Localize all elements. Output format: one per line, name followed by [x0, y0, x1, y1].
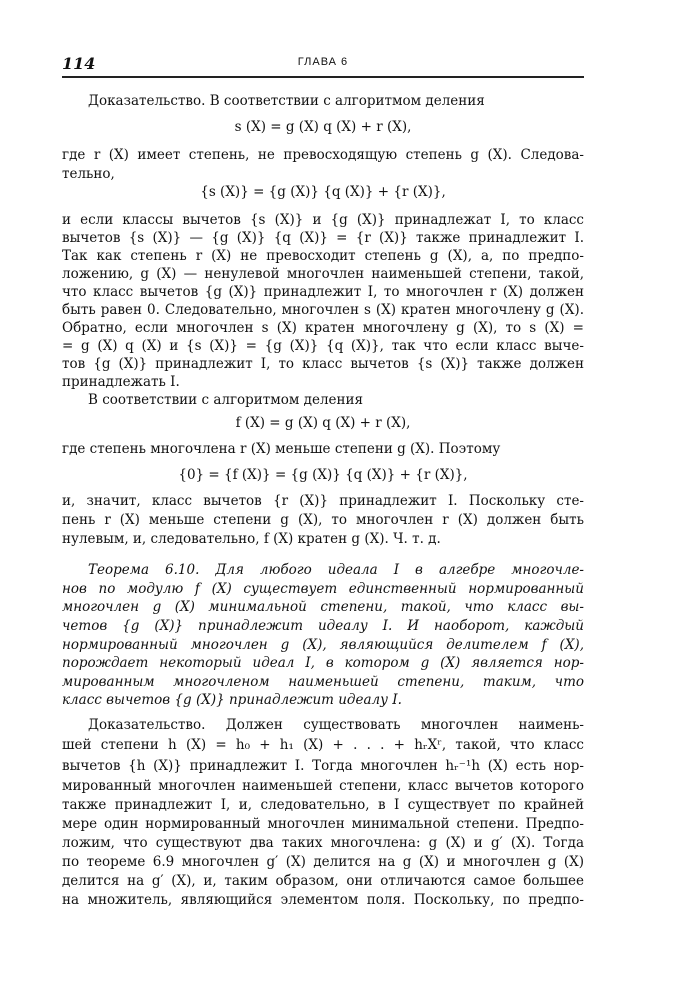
running-title: ГЛАВА 6: [297, 56, 349, 68]
text-line: где степень многочлена r (X) меньше степени g (X). Поэтому: [62, 441, 501, 457]
text-line: ложим, что существуют два таких многочлена: g (X) и g′ (X). Тогда: [62, 835, 584, 851]
text-line: нулевым, и, следовательно, f (X) кратен g (X). Ч. т. д.: [62, 531, 441, 547]
proof-heading-line: Доказательство. В соответствии с алгоритмом деления: [88, 93, 485, 109]
text-line: по теореме 6.9 многочлен g′ (X) делится на g (X) и многочлен g (X): [62, 854, 584, 870]
text-line: пень r (X) меньше степени g (X), то многочлен r (X) должен быть: [62, 512, 584, 528]
text-line: мированный многочлен наименьшей степени, класс вычетов которого: [62, 778, 584, 794]
theorem-line: мированным многочленом наименьшей степени, таким, что: [62, 674, 584, 690]
text-line: шей степени h (X) = h₀ + h₁ (X) + . . . + hᵣXʳ, такой, что класс: [62, 737, 584, 753]
equation: s (X) = g (X) q (X) + r (X),: [234, 119, 412, 135]
theorem-line: класс вычетов {g (X)} принадлежит идеалу I.: [62, 692, 402, 708]
text-line: тов {g (X)} принадлежит I, то класс вычетов {s (X)} также должен: [62, 356, 584, 372]
proof-heading-line: Доказательство. Должен существовать многочлен наимень-: [88, 717, 584, 733]
page-header: [62, 52, 584, 76]
header-rule: [62, 76, 584, 78]
text-line: = g (X) q (X) и {s (X)} = {g (X)} {q (X)}, так что если класс выче-: [62, 338, 584, 354]
theorem-line: четов {g (X)} принадлежит идеалу I. И наоборот, каждый: [62, 618, 584, 634]
text-line: В соответствии с алгоритмом деления: [88, 392, 364, 408]
text-line: мере один нормированный многочлен минимальной степени. Предпо-: [62, 816, 584, 832]
text-line: где r (X) имеет степень, не превосходящую степень g (X). Следова-: [62, 147, 584, 163]
text-line: вычетов {h (X)} принадлежит I. Тогда многочлен hᵣ⁻¹h (X) есть нор-: [62, 758, 584, 774]
page-number: 114: [62, 54, 96, 73]
text-line: Обратно, если многочлен s (X) кратен многочлену g (X), то s (X) =: [62, 320, 584, 336]
text-line: вычетов {s (X)} — {g (X)} {q (X)} = {r (X)} также принадлежит I.: [62, 230, 584, 246]
equation: {0} = {f (X)} = {g (X)} {q (X)} + {r (X)},: [178, 467, 468, 483]
text-line: также принадлежит I, и, следовательно, в I существует по крайней: [62, 797, 584, 813]
equation: f (X) = g (X) q (X) + r (X),: [235, 415, 411, 431]
text-line: принадлежать I.: [62, 374, 180, 390]
theorem-line: нормированный многочлен g (X), являющийся делителем f (X),: [62, 637, 584, 653]
equation: {s (X)} = {g (X)} {q (X)} + {r (X)},: [200, 184, 446, 200]
text-line: на множитель, являющийся элементом поля. Поскольку, по предпо-: [62, 892, 584, 908]
text-line: тельно,: [62, 166, 115, 182]
text-line: делится на g′ (X), и, таким образом, они отличаются самое большее: [62, 873, 584, 889]
text-line: ложению, g (X) — ненулевой многочлен наименьшей степени, такой,: [62, 266, 584, 282]
text-line: Так как степень r (X) не превосходит степень g (X), а, по предпо-: [62, 248, 584, 264]
text-line: что класс вычетов {g (X)} принадлежит I, то многочлен r (X) должен: [62, 284, 584, 300]
text-line: быть равен 0. Следовательно, многочлен s (X) кратен многочлену g (X).: [62, 302, 584, 318]
text-line: и если классы вычетов {s (X)} и {g (X)} принадлежат I, то класс: [62, 212, 584, 228]
theorem-heading-line: Теорема 6.10. Для любого идеала I в алгебре многочле-: [88, 562, 584, 578]
theorem-line: многочлен g (X) минимальной степени, такой, что класс вы-: [62, 599, 584, 615]
theorem-line: нов по модулю f (X) существует единственный нормированный: [62, 581, 584, 597]
theorem-line: порождает некоторый идеал I, в котором g (X) является нор-: [62, 655, 584, 671]
text-line: и, значит, класс вычетов {r (X)} принадлежит I. Поскольку сте-: [62, 493, 584, 509]
